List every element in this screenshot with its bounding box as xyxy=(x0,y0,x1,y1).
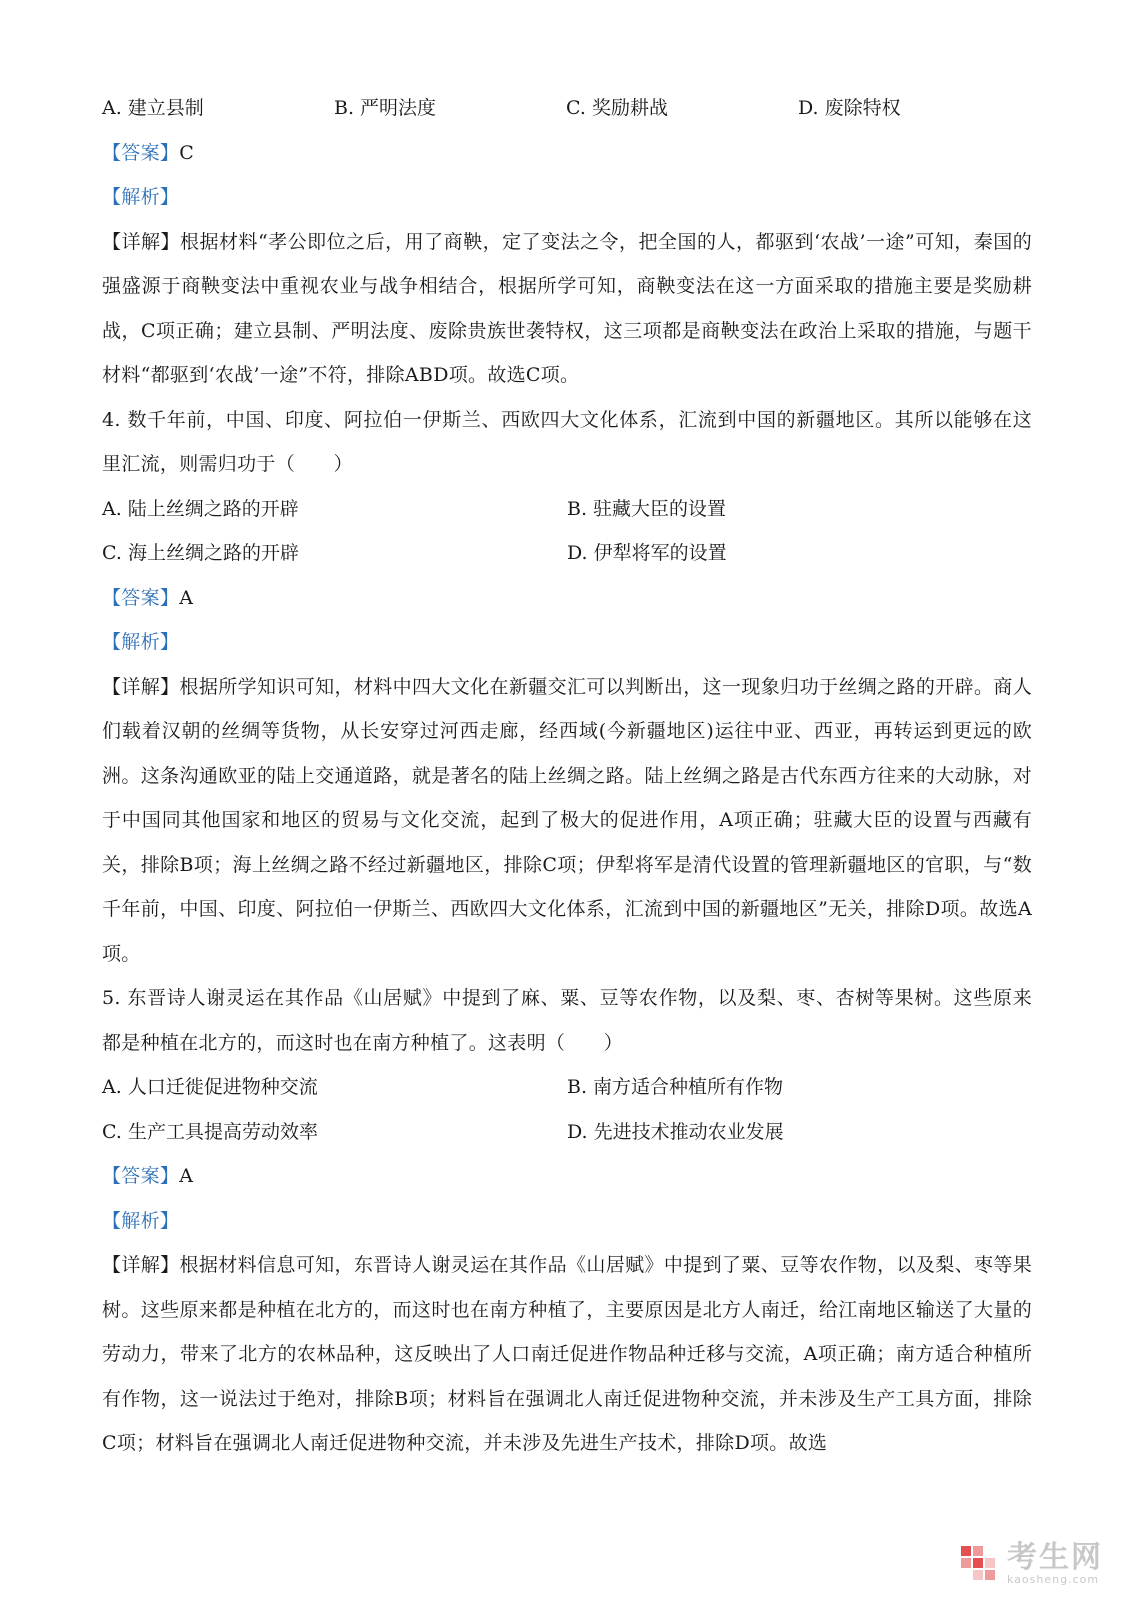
q3-option-b: B. 严明法度 xyxy=(334,97,437,119)
q3-answer xyxy=(102,131,1032,176)
q5-option-a: A. 人口迁徙促进物种交流 xyxy=(102,1076,318,1098)
answer-value: A xyxy=(179,586,194,609)
detail-label: 【详解】 xyxy=(102,230,180,253)
q4-stem: 4. 数千年前，中国、印度、阿拉伯一伊斯兰、西欧四大文化体系，汇流到中国的新疆地区。其所以能够在这里汇流，则需归功于（ ） xyxy=(102,408,1032,475)
q3-option-c: C. 奖励耕战 xyxy=(566,97,668,119)
answer-value: A xyxy=(179,1165,194,1187)
answer-label: 【答案】 xyxy=(102,586,180,609)
q4-option-d: D. 伊犁将军的设置 xyxy=(567,542,727,564)
q3-analysis xyxy=(102,175,1032,220)
q5-option-d: D. 先进技术推动农业发展 xyxy=(567,1120,784,1143)
q3-option-a: A. 建立县制 xyxy=(102,97,204,119)
detail-text: 根据材料信息可知，东晋诗人谢灵运在其作品《山居赋》中提到了粟、豆等农作物，以及梨、枣等果树。这些原来都是种植在北方的，而这时也在南方种植了，主要原因是北方人南迁，给江南地区输送了大量的劳动力，带来了北方的农林品种，这反映出了人口南迁促进作物品种迁移与交流，A项正确；南方适合种植所有作物，这一说法过于绝对，排除B项；材料旨在强调北人南迁促进物种交流，并未涉及生产工具方面，排除C项；材料旨在强调北人南迁促进物种交流，并未涉及先进生产技术，排除D项。故选 xyxy=(102,1254,1033,1454)
q3-detail xyxy=(102,220,1032,398)
q4-analysis xyxy=(102,620,1032,665)
q5-options-row2 xyxy=(102,1110,1032,1155)
q3-options xyxy=(102,86,1032,131)
q5-options-row1 xyxy=(102,1065,1032,1110)
answer-label: 【答案】 xyxy=(102,141,180,164)
analysis-label: 【解析】 xyxy=(102,186,180,208)
q4-option-a: A. 陆上丝绸之路的开辟 xyxy=(102,497,299,520)
q4-options-row2 xyxy=(102,531,1032,576)
detail-text: 根据所学知识可知，材料中四大文化在新疆交汇可以判断出，这一现象归功于丝绸之路的开辟。商人们载着汉朝的丝绸等货物，从长安穿过河西走廊，经西域(今新疆地区)运往中亚、西亚，再转运到更远的欧洲。这条沟通欧亚的陆上交通道路，就是著名的陆上丝绸之路。陆上丝绸之路是古代东西方往来的大动脉，对于中国同其他国家和地区的贸易与文化交流，起到了极大的促进作用，A项正确；驻藏大臣的设置与西藏有关，排除B项；海上丝绸之路不经过新疆地区，排除C项；伊犁将军是清代设置的管理新疆地区的官职，与“数千年前，中国、印度、阿拉伯一伊斯兰、西欧四大文化体系，汇流到中国的新疆地区”无关，排除D项。故选A项。 xyxy=(102,675,1033,965)
q5-analysis xyxy=(102,1199,1032,1244)
q4-options-row1 xyxy=(102,487,1032,532)
q5-detail xyxy=(102,1243,1032,1466)
q3-option-d: D. 废除特权 xyxy=(798,97,901,119)
kaosheng-logo-icon xyxy=(959,1544,999,1584)
analysis-label: 【解析】 xyxy=(102,1209,180,1232)
q4-option-b: B. 驻藏大臣的设置 xyxy=(567,497,727,520)
answer-label: 【答案】 xyxy=(102,1165,180,1187)
q4-option-c: C. 海上丝绸之路的开辟 xyxy=(102,542,299,564)
q5-option-b: B. 南方适合种植所有作物 xyxy=(567,1076,784,1098)
detail-label: 【详解】 xyxy=(102,1254,180,1276)
detail-text: 根据材料“孝公即位之后，用了商鞅，定了变法之令，把全国的人，都驱到‘农战’一途”可知，秦国的强盛源于商鞅变法中重视农业与战争相结合，根据所学可知，商鞅变法在这一方面采取的措施主要是奖励耕战，C项正确；建立县制、严明法度、废除贵族世袭特权，这三项都是商鞅变法在政治上采取的措施，与题干材料“都驱到‘农战’一途”不符，排除ABD项。故选C项。 xyxy=(102,230,1033,386)
q5-option-c: C. 生产工具提高劳动效率 xyxy=(102,1120,318,1143)
watermark xyxy=(959,1542,1103,1586)
q4-detail xyxy=(102,665,1032,977)
watermark-en: kaosheng.com xyxy=(1007,1573,1100,1586)
watermark-text xyxy=(1007,1542,1103,1586)
document-page xyxy=(102,86,1032,1466)
analysis-label: 【解析】 xyxy=(102,631,180,653)
q4-answer xyxy=(102,576,1032,621)
q5-answer xyxy=(102,1154,1032,1199)
q5-stem: 5. 东晋诗人谢灵运在其作品《山居赋》中提到了麻、粟、豆等农作物，以及梨、枣、杏树等果树。这些原来都是种植在北方的，而这时也在南方种植了。这表明（ ） xyxy=(102,987,1032,1054)
detail-label: 【详解】 xyxy=(102,675,180,698)
answer-value: C xyxy=(179,141,195,164)
watermark-cn: 考生网 xyxy=(1007,1540,1103,1575)
